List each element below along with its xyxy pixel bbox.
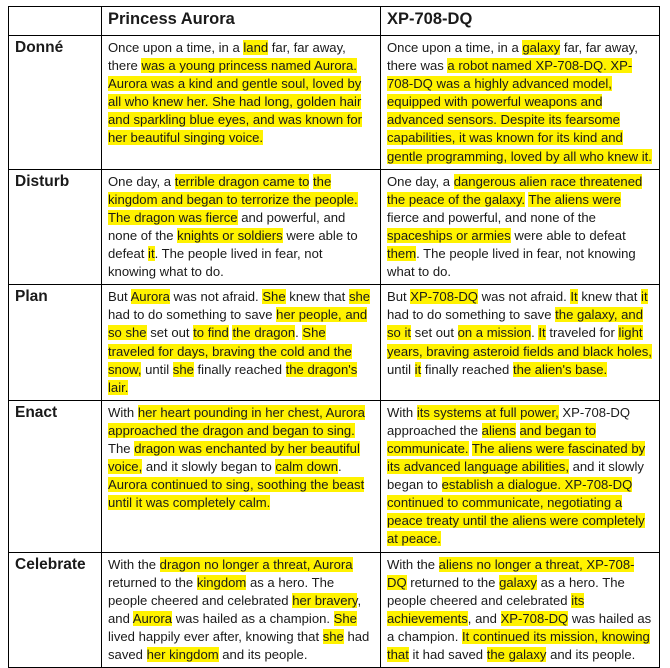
highlighted-text: its achievements — [387, 592, 585, 626]
row-disturb — [9, 169, 660, 285]
row-enact — [9, 400, 660, 552]
highlighted-text: them — [387, 246, 417, 262]
highlighted-text: her people, and so she — [108, 307, 368, 341]
text-segment: as a hero. The people cheered and celebrated — [108, 574, 335, 608]
cell-aurora — [102, 552, 381, 668]
text-segment: But — [108, 289, 131, 305]
cell-xp-708-dq — [381, 552, 660, 668]
text-segment: was hailed as a champion. — [387, 610, 652, 644]
highlighted-text: It — [570, 289, 578, 305]
header-row — [9, 7, 660, 36]
highlighted-text: her bravery — [292, 592, 358, 608]
text-segment: finally reached — [421, 361, 513, 377]
highlighted-text: traveled for days, braving the cold and the snow, — [108, 343, 352, 377]
text-segment: until — [141, 361, 173, 377]
highlighted-text: dragon no longer a threat, Aurora — [159, 556, 353, 572]
text-segment: With the — [387, 556, 439, 572]
highlighted-text: Aurora — [130, 289, 170, 305]
highlighted-text: it — [641, 289, 648, 305]
text-segment — [516, 423, 520, 438]
highlighted-text: Aurora — [132, 610, 173, 626]
highlighted-text: the galaxy — [486, 647, 547, 662]
highlighted-text: she — [348, 289, 371, 305]
highlighted-text: dangerous alien race threatened the peace of the galaxy. — [387, 173, 643, 207]
highlighted-text: establish a dialogue. XP-708-DQ continued to communicate, negotiating a peace treaty until the aliens were completely at peace. — [387, 477, 645, 547]
text-segment: knew that — [577, 289, 642, 305]
text-segment: . The people lived in fear, not knowing what to do. — [387, 246, 636, 280]
header-princess-aurora: Princess Aurora — [102, 7, 381, 36]
highlighted-text: on a mission — [457, 325, 532, 341]
text-segment: finally reached — [193, 361, 286, 377]
stage-label: Disturb — [9, 169, 102, 285]
stage-label: Plan — [9, 285, 102, 401]
text-segment: far, far away, there was — [387, 40, 638, 74]
text-segment: Once upon a time, in a — [387, 40, 523, 55]
highlighted-text: She — [302, 325, 326, 341]
highlighted-text: light years, braving asteroid fields and black holes, — [387, 325, 652, 359]
text-segment: it had saved — [408, 647, 487, 662]
text-segment: . — [531, 325, 539, 341]
highlighted-text: she — [322, 628, 344, 644]
text-segment: had to do something to save — [108, 307, 277, 323]
highlighted-text: Aurora continued to sing, soothing the beast until it was completely calm. — [108, 477, 365, 511]
highlighted-text: It — [538, 325, 546, 341]
text-segment: XP-708-DQ approached the — [387, 404, 631, 438]
highlighted-text: the galaxy, and so it — [387, 307, 643, 341]
cell-aurora — [102, 400, 381, 552]
highlighted-text: the dragon — [232, 325, 296, 341]
row-plan — [9, 285, 660, 401]
highlighted-text: She — [333, 610, 357, 626]
highlighted-text: knights or soldiers — [177, 227, 283, 243]
text-segment: set out — [411, 325, 458, 341]
highlighted-text: XP-708-DQ — [410, 289, 478, 305]
highlighted-text: calm down — [275, 459, 339, 475]
highlighted-text: aliens — [481, 422, 516, 438]
text-segment: . — [338, 459, 342, 475]
cell-aurora — [102, 169, 381, 285]
cell-xp-708-dq — [381, 169, 660, 285]
text-segment: knew that — [285, 289, 349, 305]
text-segment: With — [108, 404, 138, 420]
highlighted-text: The aliens were fascinated by its advanced language abilities, — [387, 440, 646, 475]
header-corner — [9, 7, 102, 36]
text-segment: was not afraid. — [477, 289, 571, 305]
text-segment: were able to defeat — [108, 227, 358, 262]
highlighted-text: a robot named XP-708-DQ. XP-708-DQ was a highly advanced model, equipped with powerful weapons and advanced sensors. Despite its fearsome capabilities, it was known for its kind and gentle programming, loved by all who knew it. — [387, 58, 652, 164]
highlighted-text: land — [243, 40, 269, 55]
header-xp-708-dq: XP-708-DQ — [381, 7, 660, 36]
highlighted-text: XP-708-DQ — [500, 610, 569, 626]
highlighted-text: galaxy — [499, 574, 537, 590]
text-segment: was not afraid. — [169, 289, 263, 305]
highlighted-text: was a young princess named Aurora. Aurora was a kind and gentle soul, loved by all who knew her. She had long, golden hair and sparkling blue eyes, and was known for her beautiful singing voice. — [108, 58, 363, 146]
text-segment: . — [295, 325, 303, 341]
text-segment: and its people. — [218, 647, 308, 662]
highlighted-text: kingdom — [196, 574, 247, 590]
highlighted-text: the alien's base. — [512, 361, 608, 377]
text-segment: lived happily ever after, knowing that — [108, 628, 323, 644]
text-segment: and powerful, and none of the — [108, 209, 346, 243]
text-segment: set out — [146, 325, 194, 341]
cell-xp-708-dq — [381, 400, 660, 552]
text-segment: fierce and powerful, and none of the — [387, 209, 596, 225]
highlighted-text: it — [148, 246, 155, 262]
story-comparison-table — [8, 6, 660, 668]
highlighted-text: the dragon's lair. — [108, 361, 358, 395]
highlighted-text: and began to communicate. — [387, 422, 596, 456]
highlighted-text: it — [414, 361, 422, 377]
text-segment: One day, a — [387, 173, 454, 189]
highlighted-text: her heart pounding in her chest, Aurora approached the dragon and began to sing. — [108, 404, 365, 438]
highlighted-text: The aliens were — [528, 191, 621, 207]
text-segment: , and — [467, 610, 501, 626]
cell-xp-708-dq — [381, 285, 660, 401]
highlighted-text: aliens no longer a threat, XP-708-DQ — [387, 556, 635, 590]
text-segment: One day, a — [108, 173, 175, 189]
text-segment: , and — [108, 592, 362, 626]
text-segment: and its people. — [546, 647, 636, 662]
text-segment: With — [387, 404, 417, 420]
highlighted-text: She — [262, 289, 286, 305]
text-segment: until — [387, 361, 415, 377]
highlighted-text: galaxy — [522, 40, 561, 55]
text-segment: and it slowly began to — [387, 459, 644, 493]
text-segment: were able to defeat — [510, 227, 626, 243]
stage-label: Celebrate — [9, 552, 102, 668]
text-segment: as a hero. The people cheered and celebrated — [387, 574, 625, 608]
highlighted-text: dragon was enchanted by her beautiful voice, — [108, 440, 360, 475]
text-segment: had to do something to save — [387, 307, 556, 323]
cell-aurora — [102, 36, 381, 170]
text-segment: Once upon a time, in a — [108, 40, 244, 55]
row-donne — [9, 36, 660, 170]
highlighted-text: her kingdom — [146, 647, 219, 662]
cell-xp-708-dq — [381, 36, 660, 170]
text-segment: returned to the — [108, 574, 197, 590]
highlighted-text: terrible dragon came to — [174, 173, 310, 189]
text-segment: and it slowly began to — [142, 459, 276, 475]
text-segment: traveled for — [545, 325, 619, 341]
text-segment: . The people lived in fear, not knowing what to do. — [108, 246, 323, 280]
stage-label: Donné — [9, 36, 102, 170]
text-segment: But — [387, 289, 411, 305]
highlighted-text: to find — [193, 325, 229, 341]
text-segment: With the — [108, 556, 160, 572]
highlighted-text: spaceships or armies — [387, 227, 511, 243]
text-segment: The — [108, 440, 135, 456]
highlighted-text: its systems at full power, — [416, 404, 559, 420]
cell-aurora — [102, 285, 381, 401]
highlighted-text: the kingdom and began to terrorize the people. — [108, 173, 358, 207]
highlighted-text: It continued its mission, knowing that — [387, 628, 650, 662]
text-segment: far, far away, there — [108, 40, 346, 74]
text-segment: had saved — [108, 628, 370, 662]
highlighted-text: The dragon was fierce — [108, 209, 238, 225]
text-segment: returned to the — [406, 574, 500, 590]
stage-label: Enact — [9, 400, 102, 552]
highlighted-text: she — [172, 361, 194, 377]
text-segment: was hailed as a champion. — [172, 610, 334, 626]
row-celebrate — [9, 552, 660, 668]
